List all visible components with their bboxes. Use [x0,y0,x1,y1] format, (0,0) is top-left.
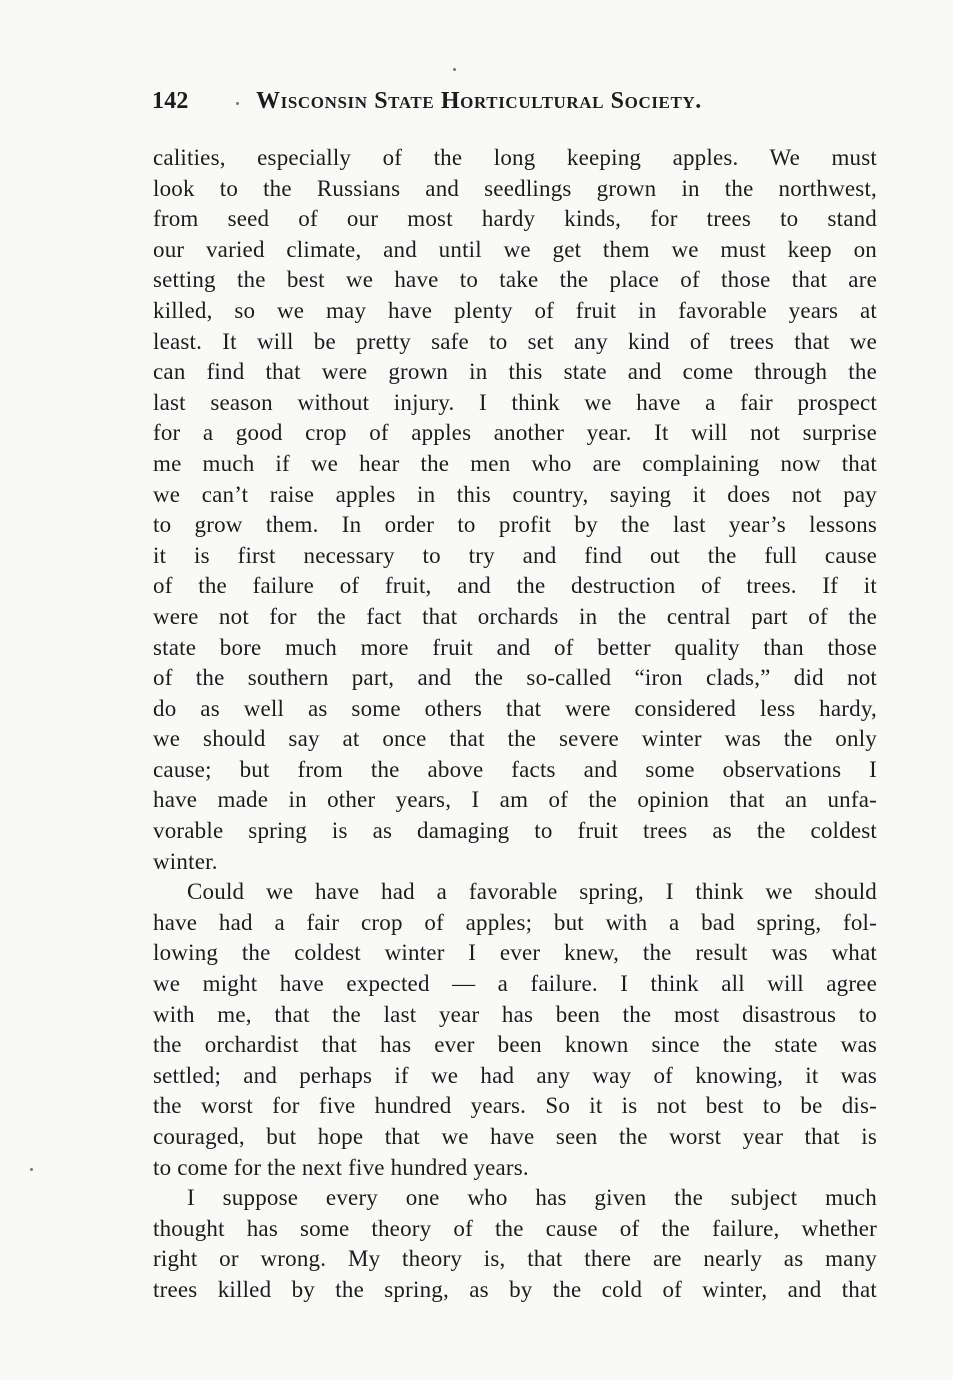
text-line: trees killed by the spring, as by the cold of winter, and that [153,1276,877,1302]
text-line: for a good crop of apples another year. It will not surprise [153,420,877,446]
text-line: lowing the coldest winter I ever knew, the result was what [153,940,877,966]
text-line: we can’t raise apples in this country, saying it does not pay [153,481,877,507]
paragraph [153,877,877,1183]
text-line: we should say at once that the severe winter was the only [153,726,877,752]
running-head [152,88,782,122]
text-line: vorable spring is as damaging to fruit trees as the coldest [153,818,877,844]
text-line: can find that were grown in this state and come through the [153,359,877,385]
text-line: last season without injury. I think we have a fair prospect [153,389,877,415]
text-line: with me, that the last year has been the most disastrous to [153,1001,877,1027]
text-line: were not for the fact that orchards in the central part of the [153,603,877,629]
text-line: have had a fair crop of apples; but with a bad spring, fol- [153,909,877,935]
text-line: winter. [153,848,218,874]
text-line: least. It will be pretty safe to set any kind of trees that we [153,328,877,354]
text-line: we might have expected — a failure. I think all will agree [153,971,877,997]
text-line: setting the best we have to take the place of those that are [153,267,877,293]
text-line: to come for the next five hundred years. [153,1154,529,1180]
running-title: Wisconsin State Horticultural Society. [256,88,702,114]
paragraph [153,143,877,877]
body-text [153,143,877,1306]
stray-mark [30,1168,33,1171]
text-line: the worst for five hundred years. So it is not best to be dis- [153,1093,877,1119]
text-line: have made in other years, I am of the opinion that an unfa- [153,787,877,813]
stray-mark [236,102,239,105]
text-line: Could we have had a favorable spring, I think we should [187,879,877,905]
text-line: to grow them. In order to profit by the last year’s lessons [153,512,877,538]
text-line: I suppose every one who has given the subject much [187,1185,877,1211]
text-line: do as well as some others that were considered less hardy, [153,695,877,721]
text-line: state bore much more fruit and of better quality than those [153,634,877,660]
text-line: of the failure of fruit, and the destruction of trees. If it [153,573,877,599]
text-line: cause; but from the above facts and some observations I [153,756,877,782]
text-line: the orchardist that has ever been known since the state was [153,1032,877,1058]
text-line: thought has some theory of the cause of the failure, whether [153,1215,877,1241]
text-line: killed, so we may have plenty of fruit in favorable years at [153,297,877,323]
text-line: calities, especially of the long keeping apples. We must [153,145,877,170]
text-line: of the southern part, and the so-called “iron clads,” did not [153,665,877,691]
paragraph [153,1183,877,1305]
stray-mark [453,68,456,71]
text-line: settled; and perhaps if we had any way of knowing, it was [153,1062,877,1088]
text-line: from seed of our most hardy kinds, for trees to stand [153,206,877,232]
page-number: 142 [152,88,189,114]
text-line: our varied climate, and until we get them we must keep on [153,236,877,262]
text-line: it is first necessary to try and find out the full cause [153,542,877,568]
text-line: right or wrong. My theory is, that there are nearly as many [153,1246,877,1272]
text-line: me much if we hear the men who are complaining now that [153,450,877,476]
text-line: look to the Russians and seedlings grown in the northwest, [153,175,877,201]
text-line: couraged, but hope that we have seen the worst year that is [153,1124,877,1149]
